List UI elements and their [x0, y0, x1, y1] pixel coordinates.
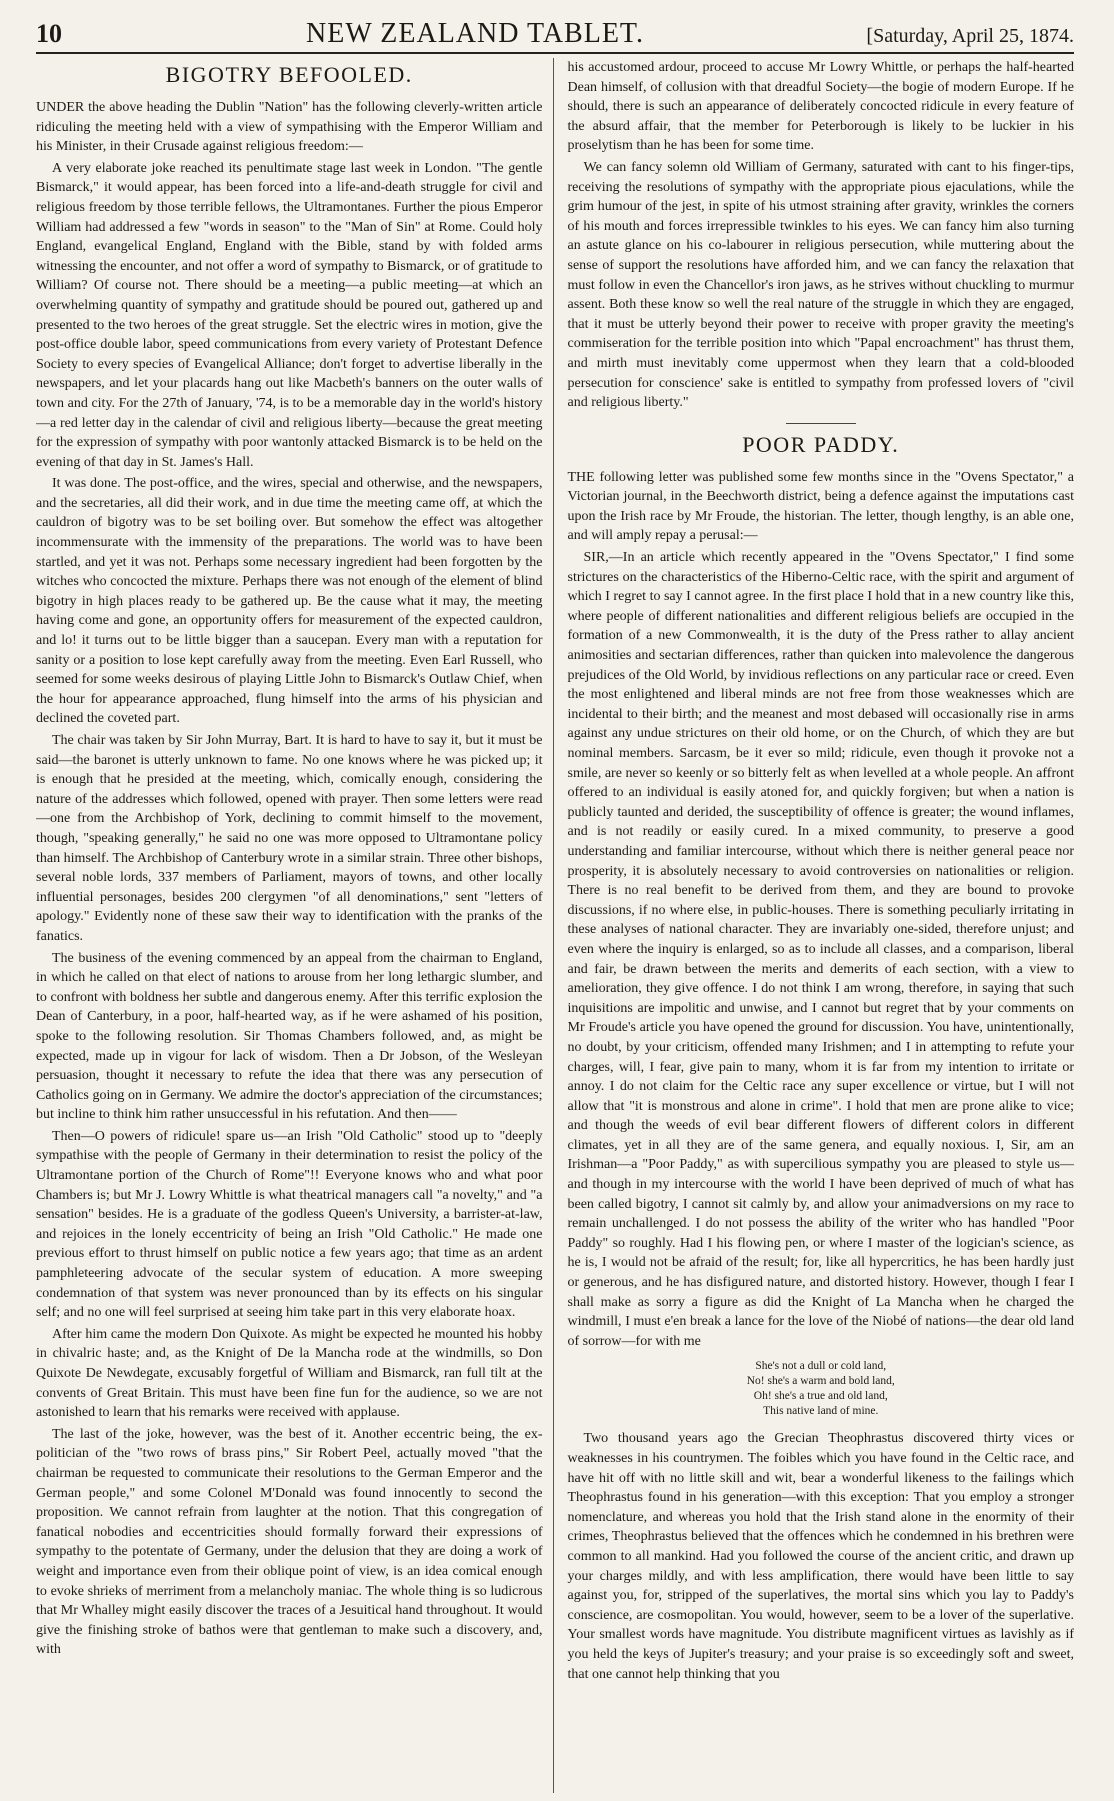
page-number: 10 [36, 19, 62, 48]
article-headline: POOR PADDY. [742, 431, 900, 457]
article-paragraph: Then—O powers of ridicule! spare us—an Irish "Old Catholic" stood up to "deeply sympathise with the people of Germany in their determination to resist the policy of the Ultramontane portion of the Church of Rome"!! Everyone knows who and what poor Chambers is; but Mr J. Lowry Whittle is what theatrical managers call "a novelty," and "a sensation" besides. He is a graduate of the godless Queen's University, a barrister-at-law, and rejoices in the lonely eccentricity of being an Irish "Old Catholic." He made one previous effort to thrust himself on public notice a few years ago; that time as an ardent pamphleteering advocate of the secular system of education. A more sweeping condemnation of that system was never pronounced than by its effects on his singular self; and no one will feel surprised at seeing him take part in this very elaborate hoax. [36, 1128, 543, 1321]
poem-stanza [568, 1359, 1075, 1419]
article-paragraph: Two thousand years ago the Grecian Theophrastus discovered thirty vices or weaknesses in his countrymen. The foibles which you have found in the Celtic race, and have hit off with no little skill and wit, bear a wonderful likeness to the failings which Theophrastus found in his generation—with this exception: That you employ a stronger nomenclature, and whereas you hold that the Irish stand alone in the enormity of their crimes, Theophrastus believed that the offences which he condemned in his brethren were common to all mankind. Had you followed the course of the ancient critic, and drawn up your charges mildly, and with less amplification, there would have been little to say against you, for, stripped of the superlatives, the mortal sins which you lay to Paddy's conscience, are cosmopolitan. You would, however, seem to be a lover of the superlative. Your smallest words have magnitude. You distribute magnificent virtues as lavishly as if you held the keys of Jupiter's treasury; and your praise is so exceedingly soft and sweet, that one cannot help thinking that you [567, 1431, 1074, 1682]
article-paragraph: The last of the joke, however, was the best of it. Another eccentric being, the ex-politician of the "two rows of brass pins," Sir Robert Peel, actually moved "that the chairman be requested to communicate their resolutions to the German Emperor and the German people," and some Colonel M'Donald was found innocently to second the proposition. We cannot refrain from laughter at the notion. That this congregation of fanatical nobodies and eccentricities should formally forward their expressions of sympathy to the potentate of Germany, under the delusion that they are doing a work of weight and importance even from their oblique point of view, is an idea comical enough to evoke shrieks of merriment from a melancholy maniac. The whole thing is so ludicrous that Mr Whalley might easily discover the traces of a Jesuitical hand throughout. It would give the finishing stroke of bathos were that gentleman to make such a discovery, and, with [36, 1426, 543, 1658]
section-divider [786, 423, 856, 424]
left-column [36, 58, 554, 1793]
article-headline: BIGOTRY BEFOOLED. [165, 62, 413, 87]
article-paragraph: his accustomed ardour, proceed to accuse Mr Lowry Whittle, or perhaps the half-hearted Dean himself, of collusion with that dreadful Society—the bogie of modern Europe. If he should, there is such an appearance of deliberately concocted ridicule in every feature of the absurd affair, that the member for Peterborough is likely to be luckier in his proselytism than he has been for some time. [567, 60, 1074, 154]
columns [36, 58, 1074, 1793]
article-paragraph: The business of the evening commenced by an appeal from the chairman to England, in which he called on that elect of nations to arouse from her long lethargic slumber, and to confront with boldness her subtle and dangerous enemy. After this terrific explosion the Dean of Canterbury, in a poor, half-hearted way, as if he were ashamed of his position, spoke to the following resolution. Sir Thomas Chambers followed, and, as might be expected, made up in vigour for lack of wisdom. Then a Dr Jobson, of the Wesleyan persuasion, thought it necessary to refute the idea that there was any persecution of Catholics going on in Germany. We admire the doctor's appreciation of the circumstances; but incline to think him rather unsuccessful in his refutation. And then—— [36, 950, 543, 1123]
right-column [554, 58, 1075, 1793]
article-paragraph: We can fancy solemn old William of Germany, saturated with cant to his finger-tips, receiving the resolutions of sympathy with the appropriate pious ejaculations, while the grim humour of the jest, in spite of his utmost straining after gravity, wrinkles the corners of his mouth and forces irrepressible twinkles to his eyes. We can fancy him also turning an astute glance on his co-labourer in religious persecution, while muttering about the sense of support the resolutions have afforded him, and we can fancy the relaxation that must follow in even the Chancellor's iron jaws, as he strives without chuckling to murmur assent. Both these know so well the real nature of the struggle in which they are engaged, that it must be utterly beyond their power to receive with proper gravity the meeting's commiseration for the terrible position into which "Papal encroachment" has thrust them, and mirth must inevitably come uppermost when they learn that a cold-blooded persecution for conscience' sake is entitled to sympathy from professed lovers of "civil and religious liberty." [567, 159, 1074, 411]
article-paragraph: THE following letter was published some few months since in the "Ovens Spectator," a Victorian journal, in the Beechworth district, being a defence against the imputations cast upon the Irish race by Mr Froude, the historian. The letter, though lengthy, is an able one, and will amply repay a perusal:— [567, 469, 1074, 544]
article-paragraph: After him came the modern Don Quixote. As might be expected he mounted his hobby in chivalric haste; and, as the Knight of De la Mancha rode at the windmills, so Don Quixote De Newdegate, excusably forgetful of William and Bismarck, ran full tilt at the convents of Great Britain. This must have been fine fun for the audience, so we are not astonished to learn that his remarks were received with applause. [36, 1326, 543, 1421]
poem-line: Oh! she's a true and old land, [753, 1390, 888, 1403]
poem-line: No! she's a warm and bold land, [746, 1375, 895, 1388]
article-paragraph: It was done. The post-office, and the wires, special and otherwise, and the newspapers, and the secretaries, all did their work, and in due time the meeting came off, at which the cauldron of bigotry was to be set boiling over. But somehow the effect was altogether incommensurate with the immensity of the preparations. The world was to have been startled, and yet it was not. Perhaps some necessary ingredient had been forgotten by the witches who concocted the mixture. Perhaps there was not enough of the element of blind bigotry in high places ready to be gathered up. Be the cause what it may, the meeting having come and gone, an opportunity offers for measurement of the expected cauldron, and lo! it turns out to be little bigger than a saucepan. Every man with a reputation for sanity or a position to lose kept carefully away from the meeting. Even Earl Russell, who seemed for some weeks desirous of playing Little John to Bismarck's Outlaw Chief, when the hour for appearance approached, flung himself into the arms of his physician and declined the coveted part. [36, 476, 543, 727]
poem-line: This native land of mine. [763, 1405, 879, 1418]
article-paragraph: The chair was taken by Sir John Murray, Bart. It is hard to have to say it, but it must be said—the baronet is utterly unknown to fame. No one knows where he was picked up; it is enough that he presided at the meeting, which, comically enough, considering the nature of the addresses which followed, opened with prayer. Then some letters were read—one from the Archbishop of York, declining to commit himself to the movement, though, "speaking generally," he said no one was more opposed to Ultramontane policy than himself. The Archbishop of Canterbury wrote in a similar strain. Three other bishops, several noble lords, 337 members of Parliament, mayors of towns, and other locally influential personages, besides 200 clergymen "of all denominations," sent "letters of apology." Evidently none of these saw their way to identification with the pranks of the fanatics. [36, 733, 543, 944]
article-paragraph: SIR,—In an article which recently appeared in the "Ovens Spectator," I find some strictures on the characteristics of the Hiberno-Celtic race, with the spirit and argument of which I regret to say I cannot agree. In the first place I hold that in a new country like this, where people of different nationalities and different religious beliefs are occupied in the formation of a new Commonwealth, it is the duty of the Press rather to allay ancient animosities and sectarian differences, rather than quicken into malevolence the dangerous prejudices of the Old World, by invidious reflections on any particular race or creed. Even the most enlightened and liberal minds are not free from those weaknesses which are incidental to their birth; and the meanest and most debased will occasionally rise in arms against any undue strictures on their old home, or on the Church, of which they are but nominal members. Sarcasm, be it ever so mild; ridicule, even though it provoke not a smile, are never so keenly or so bitterly felt as when levelled at a whole people. An affront offered to an individual is easily atoned for, and quickly forgiven; but when a nation is publicly taunted and derided, the susceptibility of offence is greater; the wound inflames, and is not readily or easily cured. In a mixed community, to preserve a good understanding and familiar intercourse, without which there is neither general peace nor prosperity, it is absolutely necessary to avoid controversies on nationalities or religion. There is no real benefit to be derived from them, and they are bound to provoke discussions, if no where else, in public-houses. There is something peculiarly irritating in these analyses of national character. They are invariably one-sided, therefore unjust; and even where the inquiry is enlarged, so as to include all classes, and a comparison, liberal and fair, be drawn between the merits and demerits of each section, with a view to amelioration, they give offence. I do not think I am wrong, therefore, in saying that such inquisitions are impolitic and unwise, and I cannot but regret that by your comments on Mr Froude's article you have opened the ground for discussion. You have, unintentionally, no doubt, by your criticism, offended many Irishmen; and I in attempting to refute your charges, will, I fear, give pain to many, whom it is far from my intention to irritate or annoy. I do not claim for the Celtic race any super excellence or virtue, but I will not allow that "it is monstrous and alone in crime". I hold that men are prone alike to vice; and though the weeds of evil bear different flowers of different colors in different climates, yet in all they are of the same genera, and equally noxious. I, Sir, am an Irishman—a "Poor Paddy," as with supercilious sympathy you are pleased to style us—and though in my intercourse with the world I have been deprived of much of what has been called bigotry, I cannot sit calmly by, and allow your animadversions on my race to remain unchallenged. I do not possess the ability of the writer who has handled "Poor Paddy" so roughly. Had I his flowing pen, or where I master of the logician's science, as he is, I would not be afraid of the result; for, like all hypercritics, he has been hardly just or generous, and he has disfigured nature, and distorted history. However, though I fear I shall make as sorry a figure as did the Knight of La Mancha when he charged the windmill, I must e'en break a lance for the love of the Niobé of nations—the dear old land of sorrow—for with me [567, 550, 1074, 1349]
issue-date: [Saturday, April 25, 1874. [866, 25, 1074, 47]
newspaper-title: NEW ZEALAND TABLET. [306, 18, 644, 49]
article-paragraph: UNDER the above heading the Dublin "Nation" has the following cleverly-written article ridiculing the meeting held with a view of sympathising with the Emperor William and his Minister, in their Crusade against religious freedom:— [36, 100, 543, 155]
masthead [36, 18, 1074, 54]
poem-line: She's not a dull or cold land, [755, 1360, 887, 1373]
article-paragraph: A very elaborate joke reached its penultimate stage last week in London. "The gentle Bismarck," it would appear, has been forced into a life-and-death struggle for civil and religious freedom by those terrible fellows, the Ultramontanes. Further the pious Emperor William had addressed a few "words in season" to the "Man of Sin" at Rome. Could holy England, evangelical England, England with the Bible, stand by with folded arms witnessing the encounter, and not offer a word of sympathy to Bismarck, or of gratitude to William? Of course not. There should be a meeting—a public meeting—at which an overwhelming quantity of sympathy and gratitude should be poured out, gathered up and presented to the two heroes of the great struggle. Set the electric wires in motion, give the post-office double labor, speed communications from every variety of Protestant Defence Society to every species of Evangelical Alliance; don't forget to advertise liberally in the newspapers, and let your placards hang out like Macbeth's banners on the outer walls of town and city. For the 27th of January, '74, is to be a memorable day in the world's history—a red letter day in the calendar of civil and religious liberty—because the great meeting for the expression of sympathy with poor wantonly attacked Bismarck is to be held on the evening of that day in St. James's Hall. [36, 160, 543, 470]
